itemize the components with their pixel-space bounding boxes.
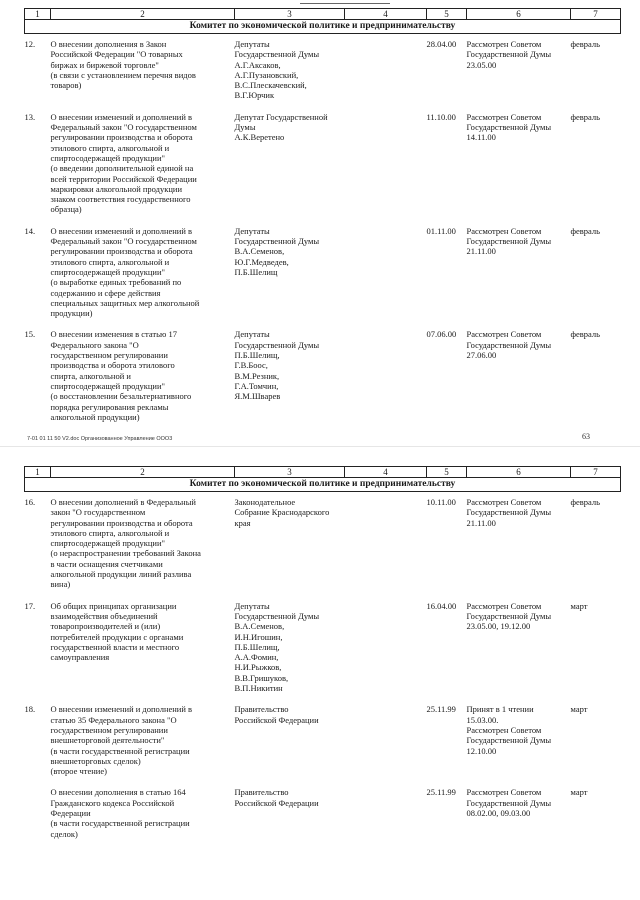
cell-line: содержанию и сфере действия <box>50 287 161 298</box>
cell-line: государственном регулировании <box>50 350 168 361</box>
cell-line: О внесении изменений и дополнений в <box>50 225 193 236</box>
column-number: 7 <box>571 9 621 20</box>
cell-line: П.Б.Шелищ, <box>234 641 280 652</box>
bill-row <box>25 699 621 782</box>
column-number: 4 <box>345 467 427 478</box>
cell-line: государственном регулировании <box>50 724 168 735</box>
review-month: февраль <box>570 329 601 340</box>
bill-authors <box>235 492 345 596</box>
bill-title <box>51 699 235 782</box>
cell-line: алкогольной продукции линий разлива <box>50 569 192 580</box>
bill-table-body <box>25 9 621 429</box>
cell-line: А.А.Фомин, <box>234 652 279 663</box>
committee-row <box>25 478 621 492</box>
column-number: 4 <box>345 9 427 20</box>
bill-title <box>51 492 235 596</box>
submission-date: 07.06.00 <box>426 329 457 340</box>
cell-line: Рассмотрен Советом <box>466 111 542 122</box>
column-number: 5 <box>427 9 467 20</box>
cell-line: этилового спирта, алкогольной и <box>50 256 170 267</box>
cell-line: (о введении дополнительной единой на <box>50 163 194 174</box>
bill-title <box>51 34 235 107</box>
file-footer: 7-01 01 11 50 V2.doc Организованное Управление ООО3 <box>27 436 173 442</box>
cell-line: производства и оборота этилового <box>50 360 175 371</box>
committee-heading: Комитет по экономической политике и предпринимательству <box>25 20 621 34</box>
column-number: 1 <box>25 9 51 20</box>
cell-line: (о восстановлении безальтернативного <box>50 391 192 402</box>
bill-authors <box>235 221 345 325</box>
submission-date: 16.04.00 <box>426 600 457 611</box>
column-number-row <box>25 9 621 20</box>
bill-row <box>25 782 621 844</box>
cell-line: В.М.Резник, <box>234 370 280 381</box>
empty-column <box>345 107 427 221</box>
bill-status <box>467 782 571 844</box>
cell-line: О внесении изменения в статью 17 <box>50 329 177 340</box>
committee-row <box>25 20 621 34</box>
cell-line: Думы <box>234 122 256 133</box>
submission-date: 11.10.00 <box>426 111 456 122</box>
cell-line: Государственной Думы <box>466 735 552 746</box>
cell-line: 23.05.00, 19.12.00 <box>466 621 531 632</box>
cell-line: И.Н.Игошин, <box>234 631 283 642</box>
cell-line: регулировании производства и оборота <box>50 132 193 143</box>
bill-authors <box>235 699 345 782</box>
column-number: 7 <box>571 467 621 478</box>
cell-line: Государственной Думы <box>234 49 320 60</box>
bill-number <box>25 782 51 844</box>
bill-authors <box>235 324 345 428</box>
cell-line: образца) <box>50 204 82 215</box>
cell-line: Российской Федерации "О товарных <box>50 49 183 60</box>
committee-heading: Комитет по экономической политике и предпринимательству <box>25 478 621 492</box>
cell-line: П.Б.Шелищ, <box>234 350 280 361</box>
submission-date: 28.04.00 <box>426 39 457 49</box>
cell-line: А.Г.Пузановский, <box>234 69 299 80</box>
cell-line: Гражданского кодекса Российской <box>50 797 175 808</box>
cell-line: 21.11.00 <box>466 246 496 257</box>
cell-line: Правительство <box>234 704 289 715</box>
submission-date: 25.11.99 <box>426 787 456 798</box>
bill-title <box>51 324 235 428</box>
cell-line: Государственной Думы <box>466 122 552 133</box>
review-month: февраль <box>570 39 601 49</box>
review-month: февраль <box>570 111 601 122</box>
cell-line: Рассмотрен Советом <box>466 724 542 735</box>
cell-line: Рассмотрен Советом <box>466 787 542 798</box>
empty-column <box>345 596 427 700</box>
cell-line: Об общих принципах организации <box>50 600 177 611</box>
empty-column <box>345 782 427 844</box>
cell-line: статью 35 Федерального закона "О <box>50 714 177 725</box>
document-page-2 <box>0 452 640 900</box>
cell-line: Г.В.Боос, <box>234 360 268 371</box>
cell-line: спиртосодержащей продукции" <box>50 152 165 163</box>
bill-title <box>51 596 235 700</box>
cell-line: спиртосодержащей продукции" <box>50 266 165 277</box>
cell-line: Федеральный закон "О государственном <box>50 122 197 133</box>
cell-line: взаимодействия объединений <box>50 610 158 621</box>
bill-row <box>25 596 621 700</box>
cell-line: Депутаты <box>234 225 270 236</box>
bill-number: 17. <box>24 600 36 611</box>
cell-line: потребителей продукции с органами <box>50 631 184 642</box>
cell-line: Федерации <box>50 808 91 819</box>
column-number-row <box>25 467 621 478</box>
bill-status <box>467 699 571 782</box>
page-separator <box>0 446 640 447</box>
review-month: март <box>570 704 588 715</box>
cell-line: Рассмотрен Советом <box>466 600 542 611</box>
bill-status <box>467 34 571 107</box>
cell-line: внешнеторговых сделок) <box>50 755 141 766</box>
cell-line: биржах и биржевой торговле" <box>50 59 159 70</box>
bill-authors <box>235 596 345 700</box>
document-page-1 <box>0 0 640 440</box>
cell-line: этилового спирта, алкогольной и <box>50 142 170 153</box>
cell-line: О внесении изменений и дополнений в <box>50 111 193 122</box>
cell-line: 15.03.00. <box>466 714 499 725</box>
cell-line: Собрание Краснодарского <box>234 507 330 518</box>
bill-title <box>51 782 235 844</box>
cell-line: маркировки алкогольной продукции <box>50 183 183 194</box>
cell-line: О внесении изменений и дополнений в <box>50 704 193 715</box>
bill-number: 15. <box>24 329 36 340</box>
cell-line: Государственной Думы <box>466 610 552 621</box>
cell-line: алкогольной продукции) <box>50 411 140 422</box>
cell-line: Депутаты <box>234 600 270 611</box>
bill-status <box>467 596 571 700</box>
cell-line: Депутат Государственной <box>234 111 328 122</box>
cell-line: края <box>234 517 251 528</box>
cell-line: Государственной Думы <box>466 507 552 518</box>
column-number: 6 <box>467 467 571 478</box>
cell-line: регулировании производства и оборота <box>50 246 193 257</box>
cell-line: спиртосодержащей продукции" <box>50 380 165 391</box>
cell-line: этилового спирта, алкогольной и <box>50 527 170 538</box>
cell-line: (в части государственной регистрации <box>50 745 190 756</box>
bill-status <box>467 492 571 596</box>
bill-authors <box>235 107 345 221</box>
review-month: февраль <box>570 225 601 236</box>
cell-line: Рассмотрен Советом <box>466 39 542 49</box>
empty-column <box>345 34 427 107</box>
cell-line: О внесении дополнений в Федеральный <box>50 497 196 507</box>
bill-status <box>467 221 571 325</box>
column-number: 5 <box>427 467 467 478</box>
empty-column <box>345 324 427 428</box>
cell-line: Рассмотрен Советом <box>466 329 542 340</box>
cell-line: товаропроизводителей и (или) <box>50 621 161 632</box>
cell-line: внешнеторговой деятельности" <box>50 735 165 746</box>
bill-table <box>24 466 621 845</box>
bill-status <box>467 107 571 221</box>
cell-line: 12.10.00 <box>466 745 497 756</box>
cell-line: 23.05.00 <box>466 59 497 70</box>
review-month: март <box>570 600 588 611</box>
cell-line: Депутаты <box>234 39 270 49</box>
page-number: 63 <box>582 432 590 441</box>
cell-line: закон "О государственном <box>50 507 146 518</box>
bill-table-body <box>25 467 621 845</box>
bill-title <box>51 107 235 221</box>
cell-line: государственной власти и местного <box>50 641 180 652</box>
bill-number: 16. <box>24 497 36 507</box>
cell-line: вина) <box>50 579 71 590</box>
cell-line: Ю.Г.Медведев, <box>234 256 289 267</box>
cell-line: Федеральный закон "О государственном <box>50 236 197 247</box>
bill-row <box>25 107 621 221</box>
review-month: февраль <box>570 497 601 507</box>
cell-line: О внесении дополнения в Закон <box>50 39 167 49</box>
cell-line: Я.М.Шварев <box>234 391 281 402</box>
cell-line: А.К.Веретено <box>234 132 285 143</box>
bill-number: 12. <box>24 39 36 49</box>
cell-line: 08.02.00, 09.03.00 <box>466 808 531 819</box>
cell-line: порядка регулирования рекламы <box>50 401 169 412</box>
cell-line: В.С.Плескачевский, <box>234 80 307 91</box>
empty-column <box>345 699 427 782</box>
empty-column <box>345 492 427 596</box>
bill-number: 14. <box>24 225 36 236</box>
cell-line: (второе чтение) <box>50 766 107 777</box>
bill-table <box>24 8 621 428</box>
empty-column <box>345 221 427 325</box>
column-number: 6 <box>467 9 571 20</box>
column-number: 3 <box>235 467 345 478</box>
cell-line: А.Г.Аксаков, <box>234 59 281 70</box>
cell-line: Российской Федерации <box>234 797 319 808</box>
submission-date: 25.11.99 <box>426 704 456 715</box>
cell-line: (о выработке единых требований по <box>50 277 182 288</box>
cell-line: всей территории Российской Федерации <box>50 173 197 184</box>
cell-line: О внесении дополнения в статью 164 <box>50 787 186 798</box>
cell-line: знаком соответствия государственного <box>50 194 191 205</box>
cell-line: Депутаты <box>234 329 270 340</box>
cell-line: Рассмотрен Советом <box>466 497 542 507</box>
cell-line: Н.И.Рыжков, <box>234 662 282 673</box>
cell-line: Рассмотрен Советом <box>466 225 542 236</box>
cell-line: В.П.Никитин <box>234 683 283 694</box>
cell-line: Г.А.Томчин, <box>234 380 279 391</box>
bill-authors <box>235 782 345 844</box>
cell-line: В.А.Семенов, <box>234 621 285 632</box>
bill-authors <box>235 34 345 107</box>
cell-line: товаров) <box>50 80 82 91</box>
cell-line: Государственной Думы <box>234 339 320 350</box>
cell-line: 27.06.00 <box>466 350 497 361</box>
cell-line: Правительство <box>234 787 289 798</box>
submission-date: 10.11.00 <box>426 497 456 507</box>
column-number: 1 <box>25 467 51 478</box>
bill-number: 13. <box>24 111 36 122</box>
bill-number: 18. <box>24 704 36 715</box>
cell-line: (о нераспространении требований Закона <box>50 548 201 559</box>
bill-row <box>25 221 621 325</box>
cell-line: (в связи с установлением перечня видов <box>50 69 196 80</box>
cell-line: спиртосодержащей продукции" <box>50 538 165 549</box>
cell-line: Российской Федерации <box>234 714 319 725</box>
cell-line: спирта, алкогольной и <box>50 370 131 381</box>
cell-line: Государственной Думы <box>466 339 552 350</box>
cell-line: регулировании производства и оборота <box>50 517 193 528</box>
cell-line: 21.11.00 <box>466 517 496 528</box>
cell-line: сделок) <box>50 828 78 839</box>
cell-line: самоуправления <box>50 652 110 663</box>
bill-row <box>25 492 621 596</box>
bill-row <box>25 324 621 428</box>
cell-line: продукции) <box>50 308 93 319</box>
column-number: 3 <box>235 9 345 20</box>
cell-line: специальных защитных мер алкогольной <box>50 297 200 308</box>
cell-line: Федерального закона "О <box>50 339 139 350</box>
cell-line: В.В.Гришуков, <box>234 672 289 683</box>
cell-line: В.Г.Юрчик <box>234 90 275 101</box>
bill-title <box>51 221 235 325</box>
cell-line: (в части государственной регистрации <box>50 818 190 829</box>
cell-line: П.Б.Шелищ <box>234 266 278 277</box>
cell-line: Государственной Думы <box>466 236 552 247</box>
cell-line: Государственной Думы <box>466 49 552 60</box>
cell-line: Принят в 1 чтении <box>466 704 534 715</box>
column-number: 2 <box>51 9 235 20</box>
column-number: 2 <box>51 467 235 478</box>
cell-line: Государственной Думы <box>234 610 320 621</box>
cell-line: 14.11.00 <box>466 132 496 143</box>
bill-status <box>467 324 571 428</box>
cell-line: в части оснащения счетчиками <box>50 558 163 569</box>
submission-date: 01.11.00 <box>426 225 456 236</box>
review-month: март <box>570 787 588 798</box>
cell-line: Законодательное <box>234 497 296 507</box>
cell-line: Государственной Думы <box>234 236 320 247</box>
cell-line: В.А.Семенов, <box>234 246 285 257</box>
cell-line: Государственной Думы <box>466 797 552 808</box>
bill-row <box>25 34 621 107</box>
